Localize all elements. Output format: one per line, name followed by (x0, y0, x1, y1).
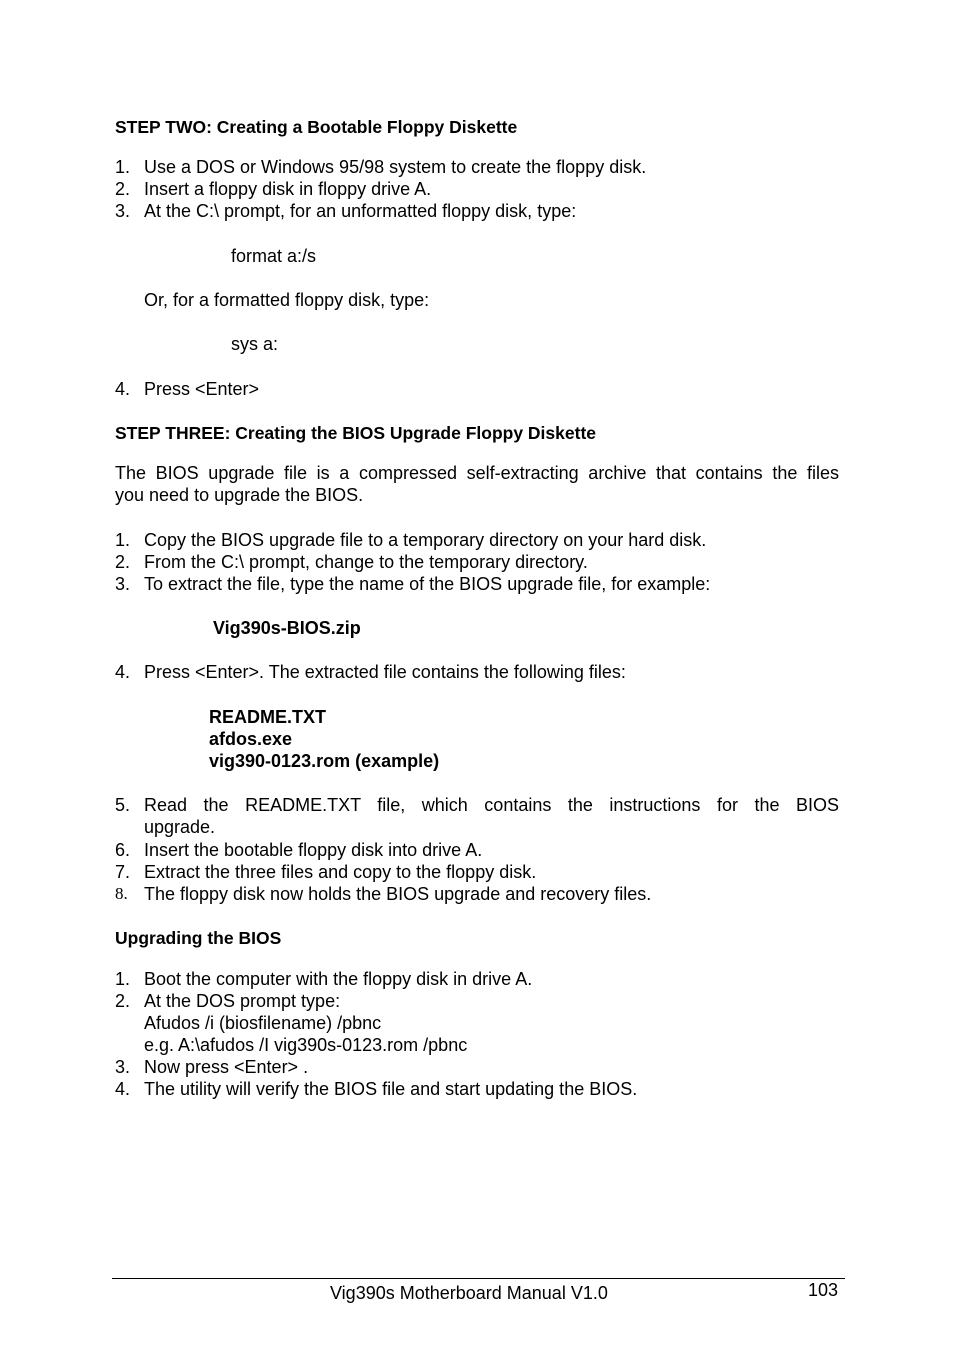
list-item-text: Press <Enter>. The extracted file contains the following files: (144, 662, 626, 682)
list-item-text: Boot the computer with the floppy disk in drive A. (144, 969, 533, 989)
file-afdos: afdos.exe (209, 729, 293, 749)
list-number: 2. (115, 552, 131, 572)
list-item-text: The utility will verify the BIOS file and start updating the BIOS. (144, 1079, 638, 1099)
list-number: 8. (115, 884, 128, 903)
footer-title: Vig390s Motherboard Manual V1.0 (330, 1283, 608, 1303)
list-item-text: Now press <Enter> . (144, 1057, 309, 1077)
list-number: 4. (115, 379, 131, 399)
list-number: 7. (115, 862, 131, 882)
command-sys: sys a: (231, 334, 279, 354)
list-number: 4. (115, 662, 131, 682)
list-number: 2. (115, 991, 131, 1011)
list-number: 1. (115, 969, 131, 989)
or-instruction: Or, for a formatted floppy disk, type: (144, 290, 430, 310)
command-syntax: Afudos /i (biosfilename) /pbnc (144, 1013, 382, 1033)
list-number: 3. (115, 201, 131, 221)
list-item-text: To extract the file, type the name of the BIOS upgrade file, for example: (144, 574, 711, 594)
page-number: 103 (808, 1280, 839, 1300)
list-item-text: At the C:\ prompt, for an unformatted floppy disk, type: (144, 201, 577, 221)
list-item-text: Insert the bootable floppy disk into drive A. (144, 840, 483, 860)
upgrading-heading: Upgrading the BIOS (115, 928, 282, 948)
footer-rule (112, 1278, 845, 1279)
list-item-text-continued: upgrade. (144, 817, 216, 837)
step-two-heading: STEP TWO: Creating a Bootable Floppy Diskette (115, 117, 518, 137)
list-item-text: At the DOS prompt type: (144, 991, 341, 1011)
list-number: 6. (115, 840, 131, 860)
list-item-text: Use a DOS or Windows 95/98 system to create the floppy disk. (144, 157, 647, 177)
intro-paragraph-line1: The BIOS upgrade file is a compressed self-extracting archive that contains the files (115, 463, 839, 483)
list-number: 2. (115, 179, 131, 199)
list-item-text: From the C:\ prompt, change to the temporary directory. (144, 552, 588, 572)
list-number: 4. (115, 1079, 131, 1099)
list-item-text: Press <Enter> (144, 379, 260, 399)
list-number: 1. (115, 530, 131, 550)
list-number: 3. (115, 1057, 131, 1077)
command-example: e.g. A:\afudos /I vig390s-0123.rom /pbnc (144, 1035, 468, 1055)
list-item-text: Insert a floppy disk in floppy drive A. (144, 179, 432, 199)
file-rom: vig390-0123.rom (example) (209, 751, 440, 771)
list-number: 5. (115, 795, 131, 815)
step-three-heading: STEP THREE: Creating the BIOS Upgrade Floppy Diskette (115, 423, 597, 443)
list-number: 3. (115, 574, 131, 594)
command-format: format a:/s (231, 246, 317, 266)
list-item-text: The floppy disk now holds the BIOS upgrade and recovery files. (144, 884, 652, 904)
intro-paragraph-line2: you need to upgrade the BIOS. (115, 485, 364, 505)
file-readme: README.TXT (209, 707, 326, 727)
example-filename: Vig390s-BIOS.zip (213, 618, 361, 638)
list-item-text: Copy the BIOS upgrade file to a temporary directory on your hard disk. (144, 530, 707, 550)
list-item-text: Extract the three files and copy to the floppy disk. (144, 862, 537, 882)
list-number: 1. (115, 157, 131, 177)
list-item-text: Read the README.TXT file, which contains the instructions for the BIOS (144, 795, 839, 815)
